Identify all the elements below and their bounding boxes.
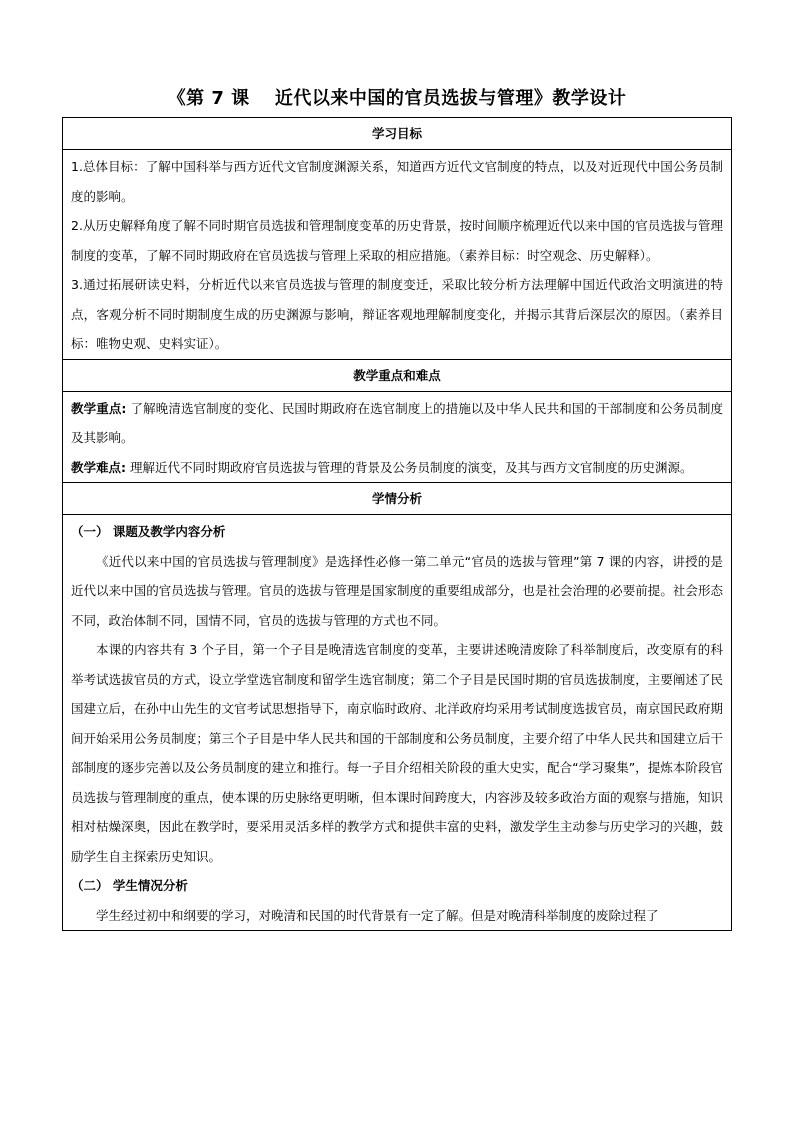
key-point-label: 教学重点: — [71, 400, 127, 416]
goal-item-1: 1.总体目标：了解中国科举与西方近代文官制度渊源关系，知道西方近代文官制度的特点，以及对近现代中国公务员制度的影响。 — [71, 159, 723, 204]
goals-cell — [63, 150, 731, 360]
section-header-focus: 教学重点和难点 — [63, 360, 731, 392]
key-point-text: 了解晚清选官制度的变化、民国时期政府在选官制度上的措施以及中华人民共和国的干部制度和公务员制度及其影响。 — [71, 400, 723, 445]
subheading-content-analysis: （一） 课题及教学内容分析 — [71, 524, 226, 539]
document-title: 《第 7 课 近代以来中国的官员选拔与管理》教学设计 — [167, 88, 627, 109]
goal-item-2: 2.从历史解释角度了解不同时期官员选拔和管理制度变革的历史背景，按时间顺序梳理近代以来中国的官员选拔与管理制度的变革，了解不同时期政府在官员选拔与管理上采取的相应措施。（素养目标：时空观念、历史解释）。 — [71, 218, 723, 263]
focus-cell — [63, 392, 731, 484]
goal-item-3: 3.通过拓展研读史料，分析近代以来官员选拔与管理的制度变迁，采取比较分析方法理解中国近代政治文明演进的特点，客观分析不同时期制度生成的历史渊源与影响，辩证客观地理解制度变化，并揭示其背后深层次的原因。（素养目标：唯物史观、史料实证）。 — [71, 277, 723, 351]
difficulty-point — [71, 453, 723, 483]
section-header-goals: 学习目标 — [63, 118, 731, 150]
analysis-paragraph-3: 学生经过初中和纲要的学习，对晚清和民国的时代背景有一定了解。但是对晚清科举制度的废除过程了 — [96, 907, 659, 923]
key-point — [71, 394, 723, 453]
analysis-paragraph-1: 《近代以来中国的官员选拔与管理制度》是选择性必修一第二单元“官员的选拔与管理”第 7 课的内容，讲授的是近代以来中国的官员选拔与管理。官员的选拔与管理是国家制度的重要组成部分，也是社会治理的必要前提。社会形态不同，政治体制不同，国情不同，官员的选拔与管理的方式也不同。 — [71, 553, 723, 628]
analysis-cell — [63, 515, 731, 930]
lesson-plan-table — [62, 117, 732, 931]
difficulty-text: 理解近代不同时期政府官员选拔与管理的背景及公务员制度的演变，及其与西方文官制度的历史渊源。 — [126, 459, 693, 475]
subheading-student-analysis: （二） 学生情况分析 — [71, 878, 188, 893]
section-header-analysis: 学情分析 — [63, 483, 731, 515]
analysis-paragraph-2: 本课的内容共有 3 个子目，第一个子目是晚清选官制度的变革，主要讲述晚清废除了科举制度后，改变原有的科举考试选拔官员的方式，设立学堂选官制度和留学生选官制度；第二个子目是民国时期的官员选拔制度，主要阐述了民国建立后，在孙中山先生的文官考试思想指导下，南京临时政府、北洋政府均采用考试制度选拔官员，南京国民政府期间开始采用公务员制度；第三个子目是中华人民共和国的干部制度和公务员制度，主要介绍了中华人民共和国建立后干部制度的逐步完善以及公务员制度的建立和推行。每一子目介绍相关阶段的重大史实，配合“学习聚集”，提炼本阶段官员选拔与管理制度的重点，使本课的历史脉络更明晰，但本课时间跨度大，内容涉及较多政治方面的观察与措施，知识相对枯燥深奥，因此在教学时，要采用灵活多样的教学方式和提供丰富的史料，激发学生主动参与历史学习的兴趣，鼓励学生自主探索历史知识。 — [71, 642, 723, 864]
difficulty-label: 教学难点: — [71, 459, 126, 475]
